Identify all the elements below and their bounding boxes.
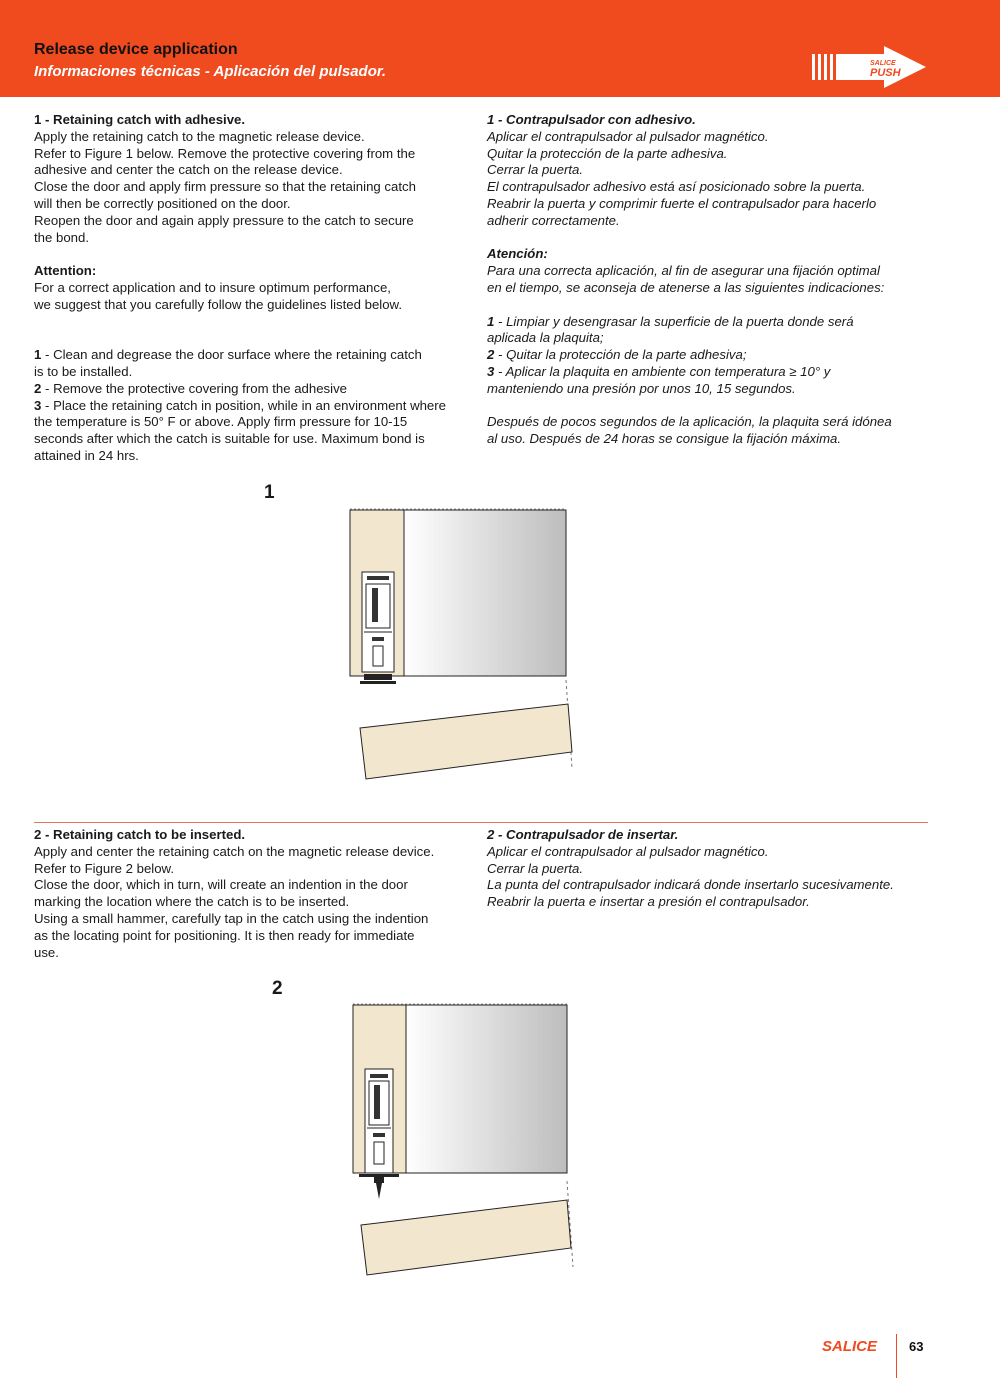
text-line: Reopen the door and again apply pressure to the catch to secure — [34, 212, 414, 228]
figure-2-label: 2 — [272, 978, 283, 999]
logo-text-top: SALICE — [870, 60, 896, 67]
text-line: Para una correcta aplicación, al fin de asegurar una fijación optimal — [487, 263, 880, 279]
section2-es-heading: 2 - Contrapulsador de insertar. — [487, 827, 679, 842]
text-line: seconds after which the catch is suitable for use. Maximum bond is — [34, 431, 425, 447]
text-line: Cerrar la puerta. — [487, 162, 584, 178]
text-line: Quitar la protección de la parte adhesiva. — [487, 145, 728, 161]
insertable-retaining-catch — [359, 1174, 399, 1199]
text-line: - Limpiar y desengrasar la superficie de la puerta donde será — [494, 313, 854, 329]
cabinet-interior — [404, 510, 566, 676]
step-number: 2 — [34, 380, 42, 396]
text-line: the temperature is 50° F or above. Apply firm pressure for 10-15 — [34, 414, 408, 430]
step-number: 2 — [487, 347, 495, 363]
step-1-es — [487, 314, 932, 331]
text-line: we suggest that you carefully follow the guidelines listed below. — [34, 296, 403, 312]
text-line: Refer to Figure 1 below. Remove the protective covering from the — [34, 145, 416, 161]
push-release-device — [362, 572, 394, 672]
door-panel-open — [361, 1200, 571, 1275]
text-line: Reabrir la puerta e insertar a presión el contrapulsador. — [487, 894, 810, 910]
page-number: 63 — [909, 1339, 924, 1354]
footer-separator — [896, 1334, 897, 1378]
step-3-en — [34, 398, 474, 415]
text-line: El contrapulsador adhesivo está así posicionado sobre la puerta. — [487, 179, 866, 195]
text-line: Close the door and apply firm pressure so that the retaining catch — [34, 179, 416, 195]
text-line: - Quitar la protección de la parte adhesiva; — [494, 347, 747, 363]
section1-en-heading: 1 - Retaining catch with adhesive. — [34, 112, 246, 127]
text-line: adherir correctamente. — [487, 212, 620, 228]
text-line: Aplicar el contrapulsador al pulsador magnético. — [487, 128, 769, 144]
step-number: 1 — [487, 313, 495, 329]
step-2-en — [34, 381, 474, 398]
section2-en-heading: 2 - Retaining catch to be inserted. — [34, 827, 246, 842]
text-line: Refer to Figure 2 below. — [34, 860, 175, 876]
footer-brand-logo: SALICE — [822, 1338, 878, 1355]
push-release-device — [365, 1069, 393, 1173]
text-line: Después de pocos segundos de la aplicación, la plaquita será idónea — [487, 414, 892, 430]
text-line: adhesive and center the catch on the release device. — [34, 162, 343, 178]
figure-1-adhesive-catch-diagram — [340, 500, 590, 790]
text-line: marking the location where the catch is to be inserted. — [34, 894, 350, 910]
text-line: as the locating point for positioning. It is then ready for immediate — [34, 927, 415, 943]
text-line: attained in 24 hrs. — [34, 447, 139, 463]
text-line: Using a small hammer, carefully tap in the catch using the indention — [34, 910, 429, 926]
step-number: 3 — [34, 397, 42, 413]
text-line: Apply and center the retaining catch on the magnetic release device. — [34, 843, 435, 859]
step-3-es — [487, 364, 932, 381]
section1-spanish — [487, 112, 932, 448]
step-1-en — [34, 347, 474, 364]
text-line: - Aplicar la plaquita en ambiente con temperatura ≥ 10° y — [494, 363, 831, 379]
text-line: - Remove the protective covering from the adhesive — [41, 380, 348, 396]
text-line: For a correct application and to insure optimum performance, — [34, 279, 391, 295]
text-line: Close the door, which in turn, will create an indention in the door — [34, 877, 408, 893]
page-header — [0, 0, 1000, 97]
text-line: manteniendo una presión por unos 10, 15 segundos. — [487, 380, 796, 396]
header-title-es: Informaciones técnicas - Aplicación del pulsador. — [34, 63, 387, 80]
text-line: is to be installed. — [34, 363, 133, 379]
section-divider — [34, 822, 928, 823]
text-line: al uso. Después de 24 horas se consigue la fijación máxima. — [487, 431, 842, 447]
attention-heading-es: Atención: — [487, 246, 548, 262]
figure-2-insert-catch-diagram — [345, 995, 595, 1285]
text-line: Apply the retaining catch to the magnetic release device. — [34, 128, 365, 144]
section1-english — [34, 112, 474, 465]
text-line: will then be correctly positioned on the door. — [34, 195, 291, 211]
text-line: - Place the retaining catch in position, while in an environment where — [41, 397, 446, 413]
text-line: Aplicar el contrapulsador al pulsador magnético. — [487, 843, 769, 859]
text-line: aplicada la plaquita; — [487, 330, 604, 346]
step-number: 3 — [487, 363, 495, 379]
step-2-es — [487, 347, 932, 364]
cabinet-interior — [406, 1005, 567, 1173]
text-line: - Clean and degrease the door surface where the retaining catch — [41, 347, 422, 363]
header-title-en: Release device application — [34, 41, 238, 58]
text-line: Reabrir la puerta y comprimir fuerte el contrapulsador para hacerlo — [487, 195, 877, 211]
section1-es-heading: 1 - Contrapulsador con adhesivo. — [487, 112, 696, 127]
text-line: the bond. — [34, 229, 89, 245]
text-line: en el tiempo, se aconseja de atenerse a las siguientes indicaciones: — [487, 279, 885, 295]
logo-text-bottom: PUSH — [870, 67, 901, 79]
salice-push-logo — [810, 45, 930, 89]
adhesive-retaining-catch — [360, 674, 396, 684]
section2-english — [34, 827, 474, 961]
text-line: Cerrar la puerta. — [487, 860, 584, 876]
section2-spanish — [487, 827, 932, 911]
text-line: La punta del contrapulsador indicará donde insertarlo sucesivamente. — [487, 877, 894, 893]
door-panel-open — [360, 704, 572, 779]
figure-1-label: 1 — [264, 482, 275, 503]
text-line: use. — [34, 944, 59, 960]
attention-heading-en: Attention: — [34, 263, 97, 279]
step-number: 1 — [34, 347, 42, 363]
